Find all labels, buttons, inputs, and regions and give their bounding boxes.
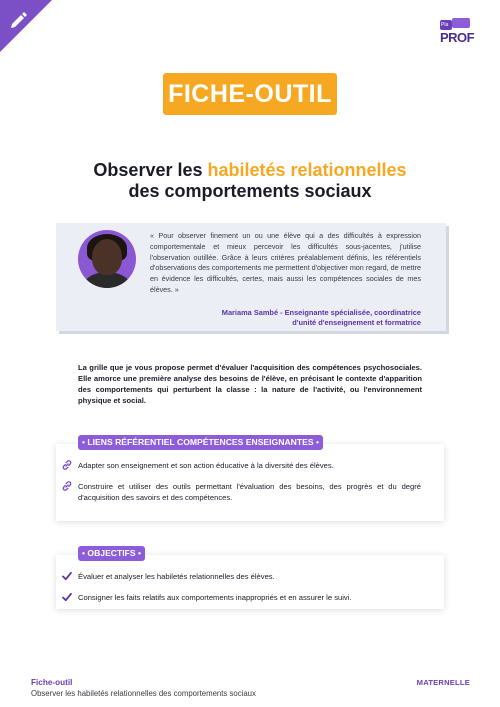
liens-label: • LIENS RÉFÉRENTIEL COMPÉTENCES ENSEIGNANTES • <box>78 435 323 450</box>
objectifs-item: Consigner les faits relatifs aux comportements inappropriés et en assurer le suivi. <box>78 593 352 602</box>
page-title <box>0 160 500 202</box>
objectifs-item: Évaluer et analyser les habiletés relationnelles des élèves. <box>78 572 275 581</box>
author-line2: d'unité d'enseignement et formatrice <box>292 318 421 327</box>
link-icon <box>61 459 73 471</box>
brand-logo-text: PROF <box>440 30 475 45</box>
title-line2: des comportements sociaux <box>128 181 372 201</box>
brand-logo: Pla PROF <box>440 18 470 50</box>
fiche-outil-badge: FICHE-OUTIL <box>163 73 337 115</box>
objectifs-label: • OBJECTIFS • <box>78 546 145 561</box>
pencil-icon <box>8 8 30 30</box>
intro-paragraph: La grille que je vous propose permet d'évaluer l'acquisition des compétences psychosociales. Elle amorce une première analyse des besoins de l'élève, en précisant le contexte d'apparition des comportements qui perturbent la classe : la nature de l'activité, ou l'environnement physique et social. <box>78 363 422 405</box>
footer-category: MATERNELLE <box>416 678 470 687</box>
check-icon <box>61 570 73 582</box>
liens-item: Construire et utiliser des outils permettant l'évaluation des besoins, des progrès et du degré d'acquisition des savoirs et des compétences. <box>78 482 421 502</box>
author-line1: Mariama Sambé - Enseignante spécialisée, coordinatrice <box>221 308 421 317</box>
footer-title: Fiche-outil <box>31 678 73 687</box>
link-icon <box>61 480 73 492</box>
check-icon <box>61 591 73 603</box>
liens-item: Adapter son enseignement et son action éducative à la diversité des élèves. <box>78 461 334 470</box>
title-part1: Observer les <box>93 160 208 180</box>
footer-subtitle: Observer les habiletés relationnelles des comportements sociaux <box>31 689 256 698</box>
avatar <box>78 230 136 288</box>
quote-text: « Pour observer finement un ou une élève qui a des difficultés à expression comportementale et mieux percevoir les difficultés sous-jacentes, j'utilise l'observation outillée. Grâce à leurs critères préalablement définis, les référentiels d'observations des comportements me permettent d'objectiver mon regard, de mettre en évidence les difficultés, certes, mais aussi les compétences sociales de mes élèves. » <box>150 231 421 294</box>
quote-author <box>150 308 421 328</box>
title-highlight: habiletés relationnelles <box>207 160 407 180</box>
